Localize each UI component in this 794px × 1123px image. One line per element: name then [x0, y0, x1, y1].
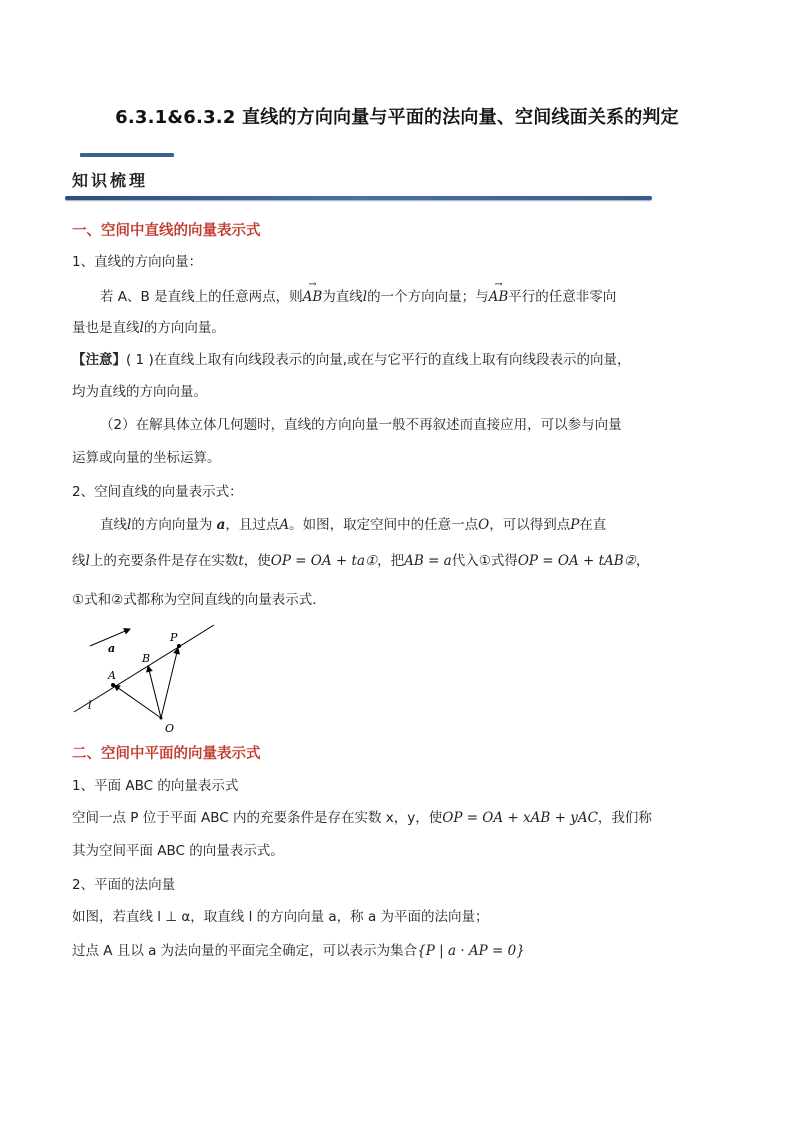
text: 。如图，取定空间中的任意一点 — [289, 517, 479, 533]
point-A: A — [279, 517, 290, 533]
part1-item2-label: 2、空间直线的向量表示式： — [72, 484, 243, 500]
note-line2: 均为直线的方向向量。 — [72, 384, 207, 400]
part2-paragraph1-line1 — [72, 808, 652, 828]
label-P: P — [170, 631, 178, 644]
part1-item1-label: 1、直线的方向向量： — [72, 254, 203, 270]
text: 的一个方向向量；与 — [367, 289, 489, 305]
equation-plane: OP = OA + xAB + yAC — [442, 810, 598, 826]
text: ， — [635, 553, 650, 569]
note-line4: 运算或向量的坐标运算。 — [72, 450, 221, 466]
text: 在直 — [579, 517, 607, 533]
part2-paragraph2-line1: 如图，若直线 l ⊥ α，取直线 l 的方向向量 a，称 a 为平面的法向量； — [72, 909, 489, 925]
vector-OP — [161, 648, 178, 718]
text: ，我们称 — [597, 810, 652, 826]
label-B: B — [142, 652, 151, 665]
page-title: 6.3.1&6.3.2 直线的方向向量与平面的法向量、空间线面关系的判定 — [115, 107, 679, 128]
part1-paragraph3: ①式和②式都称为空间直线的向量表示式． — [72, 592, 326, 608]
text: 的方向向量。 — [143, 320, 225, 336]
vector-a: a — [216, 517, 226, 533]
point-P-dot — [177, 644, 181, 648]
text: ，把 — [377, 553, 405, 569]
symbol-l: l — [362, 289, 368, 305]
vector-AB: → AB — [489, 287, 509, 307]
symbol-l: l — [85, 553, 90, 569]
point-O: O — [478, 517, 490, 533]
section-heading: 知识梳理 — [72, 171, 149, 190]
text: 若 A、B 是直线上的任意两点，则 — [100, 289, 303, 305]
equation-1: OP = OA + ta① — [270, 553, 378, 569]
text: 空间一点 P 位于平面 ABC 内的充要条件是存在实数 x，y，使 — [72, 810, 443, 826]
part2-heading: 二、空间中平面的向量表示式 — [72, 746, 261, 762]
text: 上的充要条件是存在实数 — [89, 553, 239, 569]
symbol-l: l — [139, 320, 144, 336]
label-a: a — [108, 642, 116, 655]
note-line1 — [72, 350, 631, 370]
part2-item1-label: 1、平面 ABC 的向量表示式 — [72, 778, 239, 794]
heading-accent-bar — [80, 153, 174, 157]
text: 的方向向量为 — [131, 517, 213, 533]
label-O: O — [165, 722, 175, 735]
label-A: A — [108, 669, 116, 682]
text: ，使 — [243, 553, 271, 569]
part1-paragraph1-line2 — [72, 318, 225, 338]
line-l — [74, 625, 214, 712]
equation-2: OP = OA + tAB② — [517, 553, 636, 569]
text: 直线 — [100, 517, 127, 533]
text: 过点 A 且以 a 为法向量的平面完全确定，可以表示为集合 — [72, 943, 418, 959]
point-A-dot — [111, 683, 115, 687]
set-expression: {P | a · AP = 0} — [417, 943, 525, 959]
equation-AB-equals-a: AB = a — [404, 553, 452, 569]
symbol-t: t — [238, 553, 244, 569]
part1-heading: 一、空间中直线的向量表示式 — [72, 223, 261, 239]
part2-item2-label: 2、平面的法向量 — [72, 877, 176, 893]
text: ( 1 )在直线上取有向线段表示的向量,或在与它平行的直线上取有向线段表示的向量， — [126, 352, 631, 368]
text: 量也是直线 — [72, 320, 140, 336]
heading-underline-bar — [65, 196, 652, 200]
label-l: l — [88, 699, 92, 712]
vector-AB: → AB — [303, 287, 323, 307]
symbol-l: l — [127, 517, 132, 533]
line-vector-figure — [68, 620, 228, 738]
note-line3: （2）在解具体立体几何题时，直线的方向向量一般不再叙述而直接应用，可以参与向量 — [100, 417, 622, 433]
text: 为直线 — [322, 289, 363, 305]
part1-paragraph1-line1 — [100, 287, 616, 307]
text: 代入①式得 — [451, 553, 518, 569]
part1-paragraph2-line1 — [100, 515, 606, 535]
point-O-dot — [160, 717, 163, 720]
part1-paragraph2-line2 — [72, 551, 649, 571]
text: ，可以得到点 — [489, 517, 571, 533]
text: 线 — [72, 553, 86, 569]
text: ，且过点 — [225, 517, 280, 533]
text: 平行的任意非零向 — [508, 289, 617, 305]
part2-paragraph1-line2: 其为空间平面 ABC 的向量表示式。 — [72, 843, 284, 859]
point-P: P — [570, 517, 580, 533]
note-label: 【注意】 — [72, 352, 126, 368]
part2-paragraph2-line2 — [72, 941, 525, 961]
